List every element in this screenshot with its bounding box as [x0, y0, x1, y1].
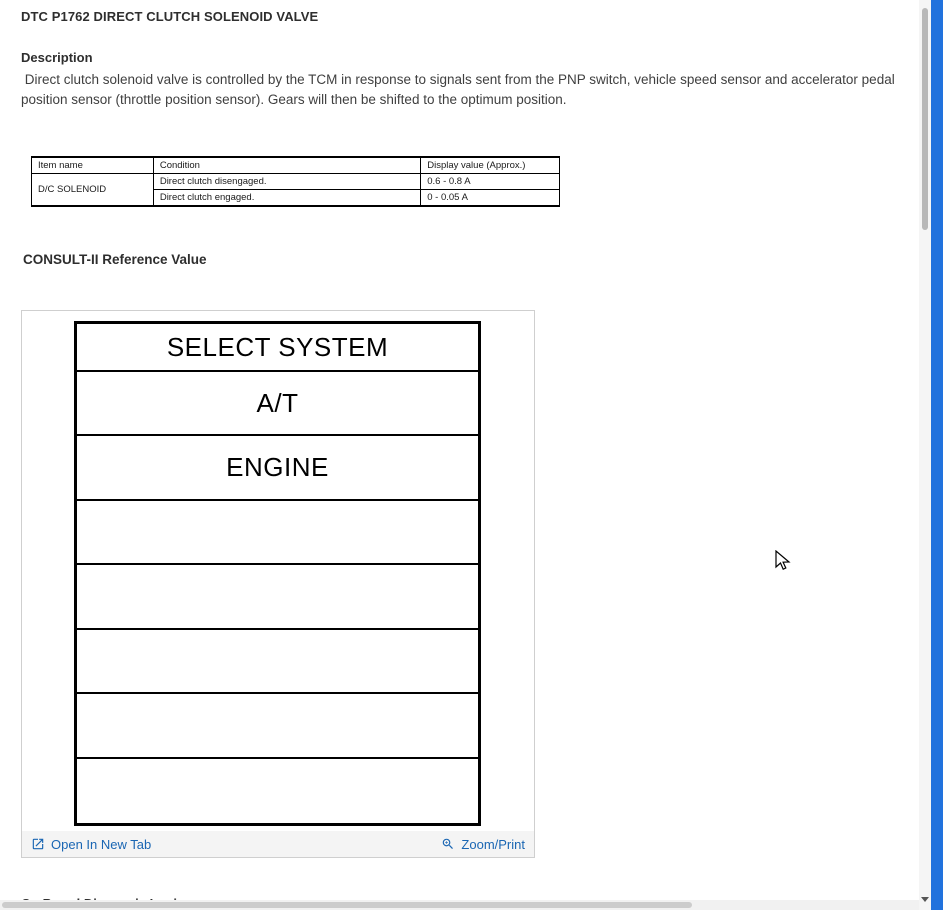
- spec-table-condition-cell: Direct clutch disengaged.: [153, 174, 420, 190]
- spec-table-header-display-value: Display value (Approx.): [421, 157, 560, 174]
- screen-row: [77, 565, 478, 629]
- consult-figure: [21, 310, 535, 858]
- description-text: Direct clutch solenoid valve is controlled by the TCM in response to signals sent from the PNP switch, vehicle speed sensor and accelerator pedal position sensor (throttle position sensor). Gears will then be shifted to the optimum position.: [21, 72, 899, 107]
- page-title: DTC P1762 DIRECT CLUTCH SOLENOID VALVE: [21, 9, 319, 24]
- zoom-in-icon: [441, 837, 455, 851]
- spec-table-header-condition: Condition: [153, 157, 420, 174]
- spec-table-condition-cell: Direct clutch engaged.: [153, 190, 420, 207]
- description-heading: Description: [21, 50, 93, 65]
- horizontal-scrollbar-thumb[interactable]: [2, 902, 692, 908]
- figure-toolbar: [22, 831, 534, 857]
- consult-screen-image: [74, 321, 481, 826]
- screen-row: [77, 324, 478, 372]
- screen-row: [77, 501, 478, 565]
- open-in-new-tab-label: Open In New Tab: [51, 836, 152, 852]
- open-in-new-tab-icon: [31, 837, 45, 851]
- table-row: [32, 174, 560, 190]
- consult-reference-heading: CONSULT-II Reference Value: [23, 252, 207, 267]
- open-in-new-tab-link[interactable]: [31, 837, 151, 852]
- vertical-scrollbar[interactable]: [919, 0, 931, 910]
- zoom-print-label: Zoom/Print: [461, 836, 525, 852]
- screen-row-label: SELECT SYSTEM: [166, 331, 389, 362]
- screen-row-label: ENGINE: [226, 452, 329, 483]
- spec-table-value-cell: 0 - 0.05 A: [421, 190, 560, 207]
- spec-table: [31, 156, 560, 207]
- screen-row: [77, 630, 478, 694]
- spec-table-item-name-cell: D/C SOLENOID: [32, 174, 154, 207]
- screen-row: [77, 694, 478, 758]
- screen-row: [77, 436, 478, 500]
- down-arrow-icon: [921, 897, 929, 902]
- horizontal-scrollbar[interactable]: [0, 900, 919, 910]
- scrollbar-down-arrow[interactable]: [919, 892, 931, 906]
- screen-row: [77, 372, 478, 436]
- spec-table-value-cell: 0.6 - 0.8 A: [421, 174, 560, 190]
- screen-row-label: A/T: [256, 387, 299, 418]
- screen-row: [77, 759, 478, 823]
- spec-table-header-item-name: Item name: [32, 157, 154, 174]
- zoom-print-link[interactable]: [441, 837, 525, 852]
- window-edge-accent: [931, 0, 943, 910]
- vertical-scrollbar-thumb[interactable]: [922, 8, 928, 230]
- spec-table-header-row: [32, 157, 560, 174]
